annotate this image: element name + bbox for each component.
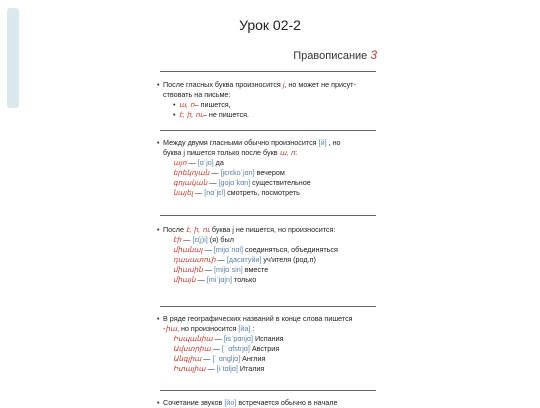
rule-block-5: [157, 398, 379, 408]
rule-text: • В ряде географических названий в конце слова пишется -իա, но произносится [йа] :: [157, 314, 353, 333]
example-row: միայն — [miˈjɑjn] только: [173, 275, 257, 284]
example-row: էի — [ɛ(j)i] (я) был: [173, 235, 234, 244]
page-title: Урок 02-2: [239, 17, 301, 33]
rule-text: • После гласных буква произносится j, но может не присут- ствовать на письме:: [157, 80, 356, 99]
example-row: Ավստրիա — [ˈ ɑfstɾjɑ] Австрия: [173, 344, 280, 353]
bullet-icon: •: [173, 100, 176, 109]
rule-block-4: [157, 314, 379, 374]
example-row: Իտալիա — [iˈtɑljɑ] Италия: [173, 364, 265, 373]
bullet-icon: •: [157, 138, 160, 147]
bullet-icon: •: [157, 398, 160, 407]
rule-block-3: [157, 225, 379, 285]
example-row: այո — [ɑˈjo] да: [173, 158, 224, 167]
rule-text: • После է, ի, ու буква j не пишется, но произносится:: [157, 225, 336, 234]
example-row: միանալ — [mijɑˈnɑl] соединяться, объединяться: [173, 245, 338, 254]
section-label: Правописание: [293, 50, 368, 62]
example-row: նայել — [nɑˈjɛl] смотреть, посмотреть: [173, 188, 300, 197]
rule-block-1: [157, 80, 379, 120]
divider: [160, 390, 376, 391]
section-number: 3: [370, 48, 377, 62]
bullet-icon: •: [157, 225, 160, 234]
bullet-icon: •: [157, 80, 160, 89]
rule-text: • Между двумя гласными обычно произносится [й] , но буква j пишется только после букв ա, ո:: [157, 138, 341, 157]
list-item: • ա, ո – пишется,: [173, 100, 231, 109]
example-row: գոյական — [gojɑˈkɑn] существительное: [173, 178, 311, 187]
example-row: միասին — [mijɑˈsin] вместе: [173, 265, 269, 274]
rule-block-2: [157, 138, 379, 198]
divider: [160, 130, 376, 131]
divider: [160, 71, 376, 72]
bullet-icon: •: [157, 314, 160, 323]
example-row: երեկոյան — [jɛɾɛkoˈjɑn] вечером: [173, 168, 285, 177]
bullet-icon: •: [173, 110, 176, 119]
example-row: դասատուի — [дасатуйи] уч'ителя (род.п): [173, 255, 316, 264]
list-item: • է, ի, ու – не пишется.: [173, 110, 250, 119]
rule-text: • Сочетание звуков [йо] встречается обычно в начале: [157, 398, 338, 407]
example-row: Անգլիա — [ˈ ɑnglјɑ] Англия: [173, 354, 266, 363]
divider: [160, 215, 376, 216]
example-row: Իսպանիա — [isˈpɑnjɑ] Испания: [173, 334, 284, 343]
section-title: [293, 48, 377, 62]
divider: [160, 306, 376, 307]
